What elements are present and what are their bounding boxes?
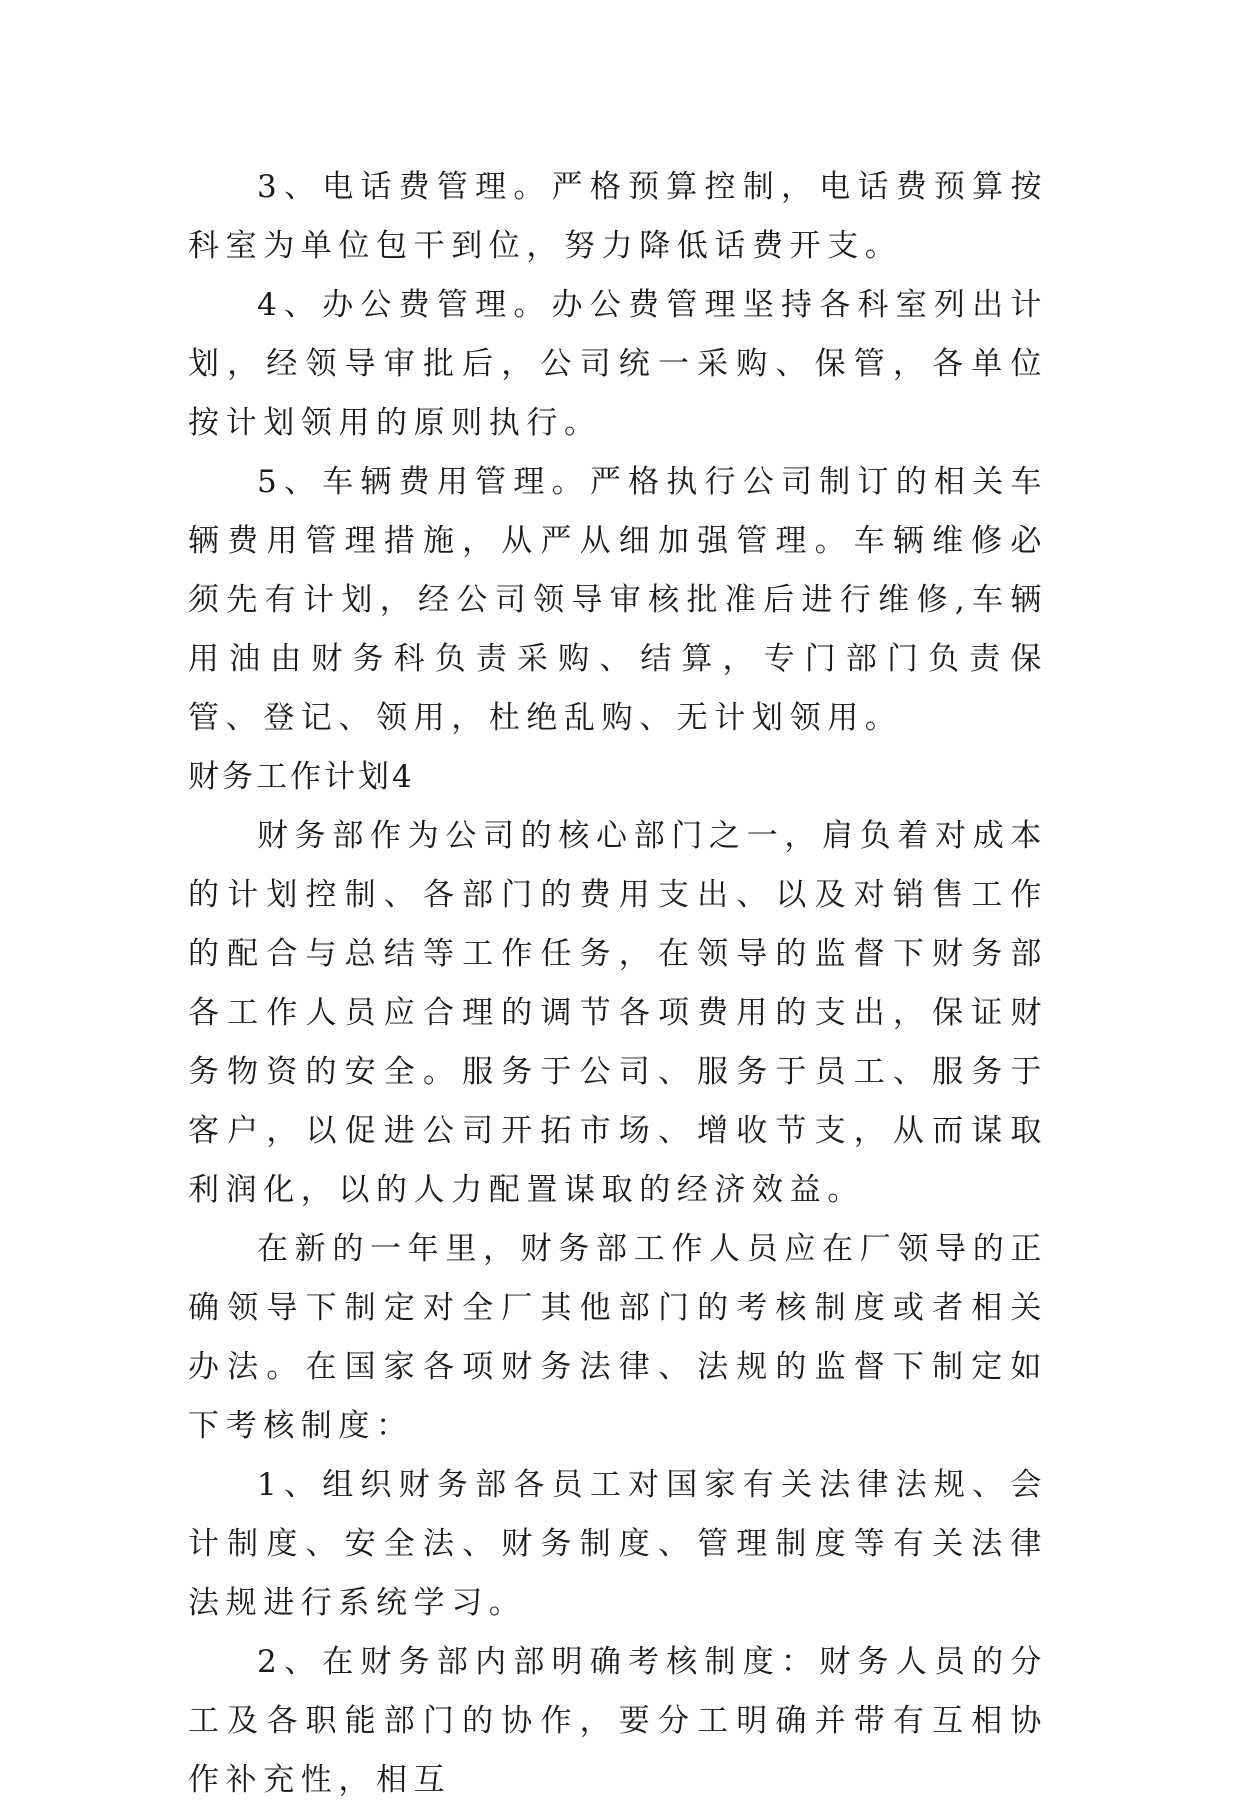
- paragraph-phone-fee: 3、电话费管理。严格预算控制，电话费预算按科室为单位包干到位，努力降低话费开支。: [188, 169, 1048, 264]
- document-page: [188, 158, 1048, 1810]
- paragraph-finance-dept-intro: 财务部作为公司的核心部门之一，肩负着对成本的计划控制、各部门的费用支出、以及对销售工作的配合与总结等工作任务，在领导的监督下财务部各工作人员应合理的调节各项费用的支出，保证财务物资的安全。服务于公司、服务于员工、服务于客户，以促进公司开拓市场、增收节支，从而谋取利润化，以的人力配置谋取的经济效益。: [188, 818, 1048, 1208]
- paragraph-item-1: 1、组织财务部各员工对国家有关法律法规、会计制度、安全法、财务制度、管理制度等有关法律法规进行系统学习。: [188, 1467, 1048, 1621]
- paragraph-office-fee: 4、办公费管理。办公费管理坚持各科室列出计划，经领导审批后，公司统一采购、保管，各单位按计划领用的原则执行。: [188, 287, 1048, 441]
- paragraph-new-year-plan: 在新的一年里，财务部工作人员应在厂领导的正确领导下制定对全厂其他部门的考核制度或者相关办法。在国家各项财务法律、法规的监督下制定如下考核制度：: [188, 1231, 1048, 1444]
- paragraph-item-2: 2、在财务部内部明确考核制度：财务人员的分工及各职能部门的协作，要分工明确并带有互相协作补充性，相互: [188, 1644, 1048, 1798]
- section-heading: 财务工作计划4: [188, 759, 415, 795]
- paragraph-vehicle-fee: 5、车辆费用管理。严格执行公司制订的相关车辆费用管理措施，从严从细加强管理。车辆维修必须先有计划，经公司领导审核批准后进行维修,车辆用油由财务科负责采购、结算，专门部门负责保管、登记、领用，杜绝乱购、无计划领用。: [188, 464, 1048, 736]
